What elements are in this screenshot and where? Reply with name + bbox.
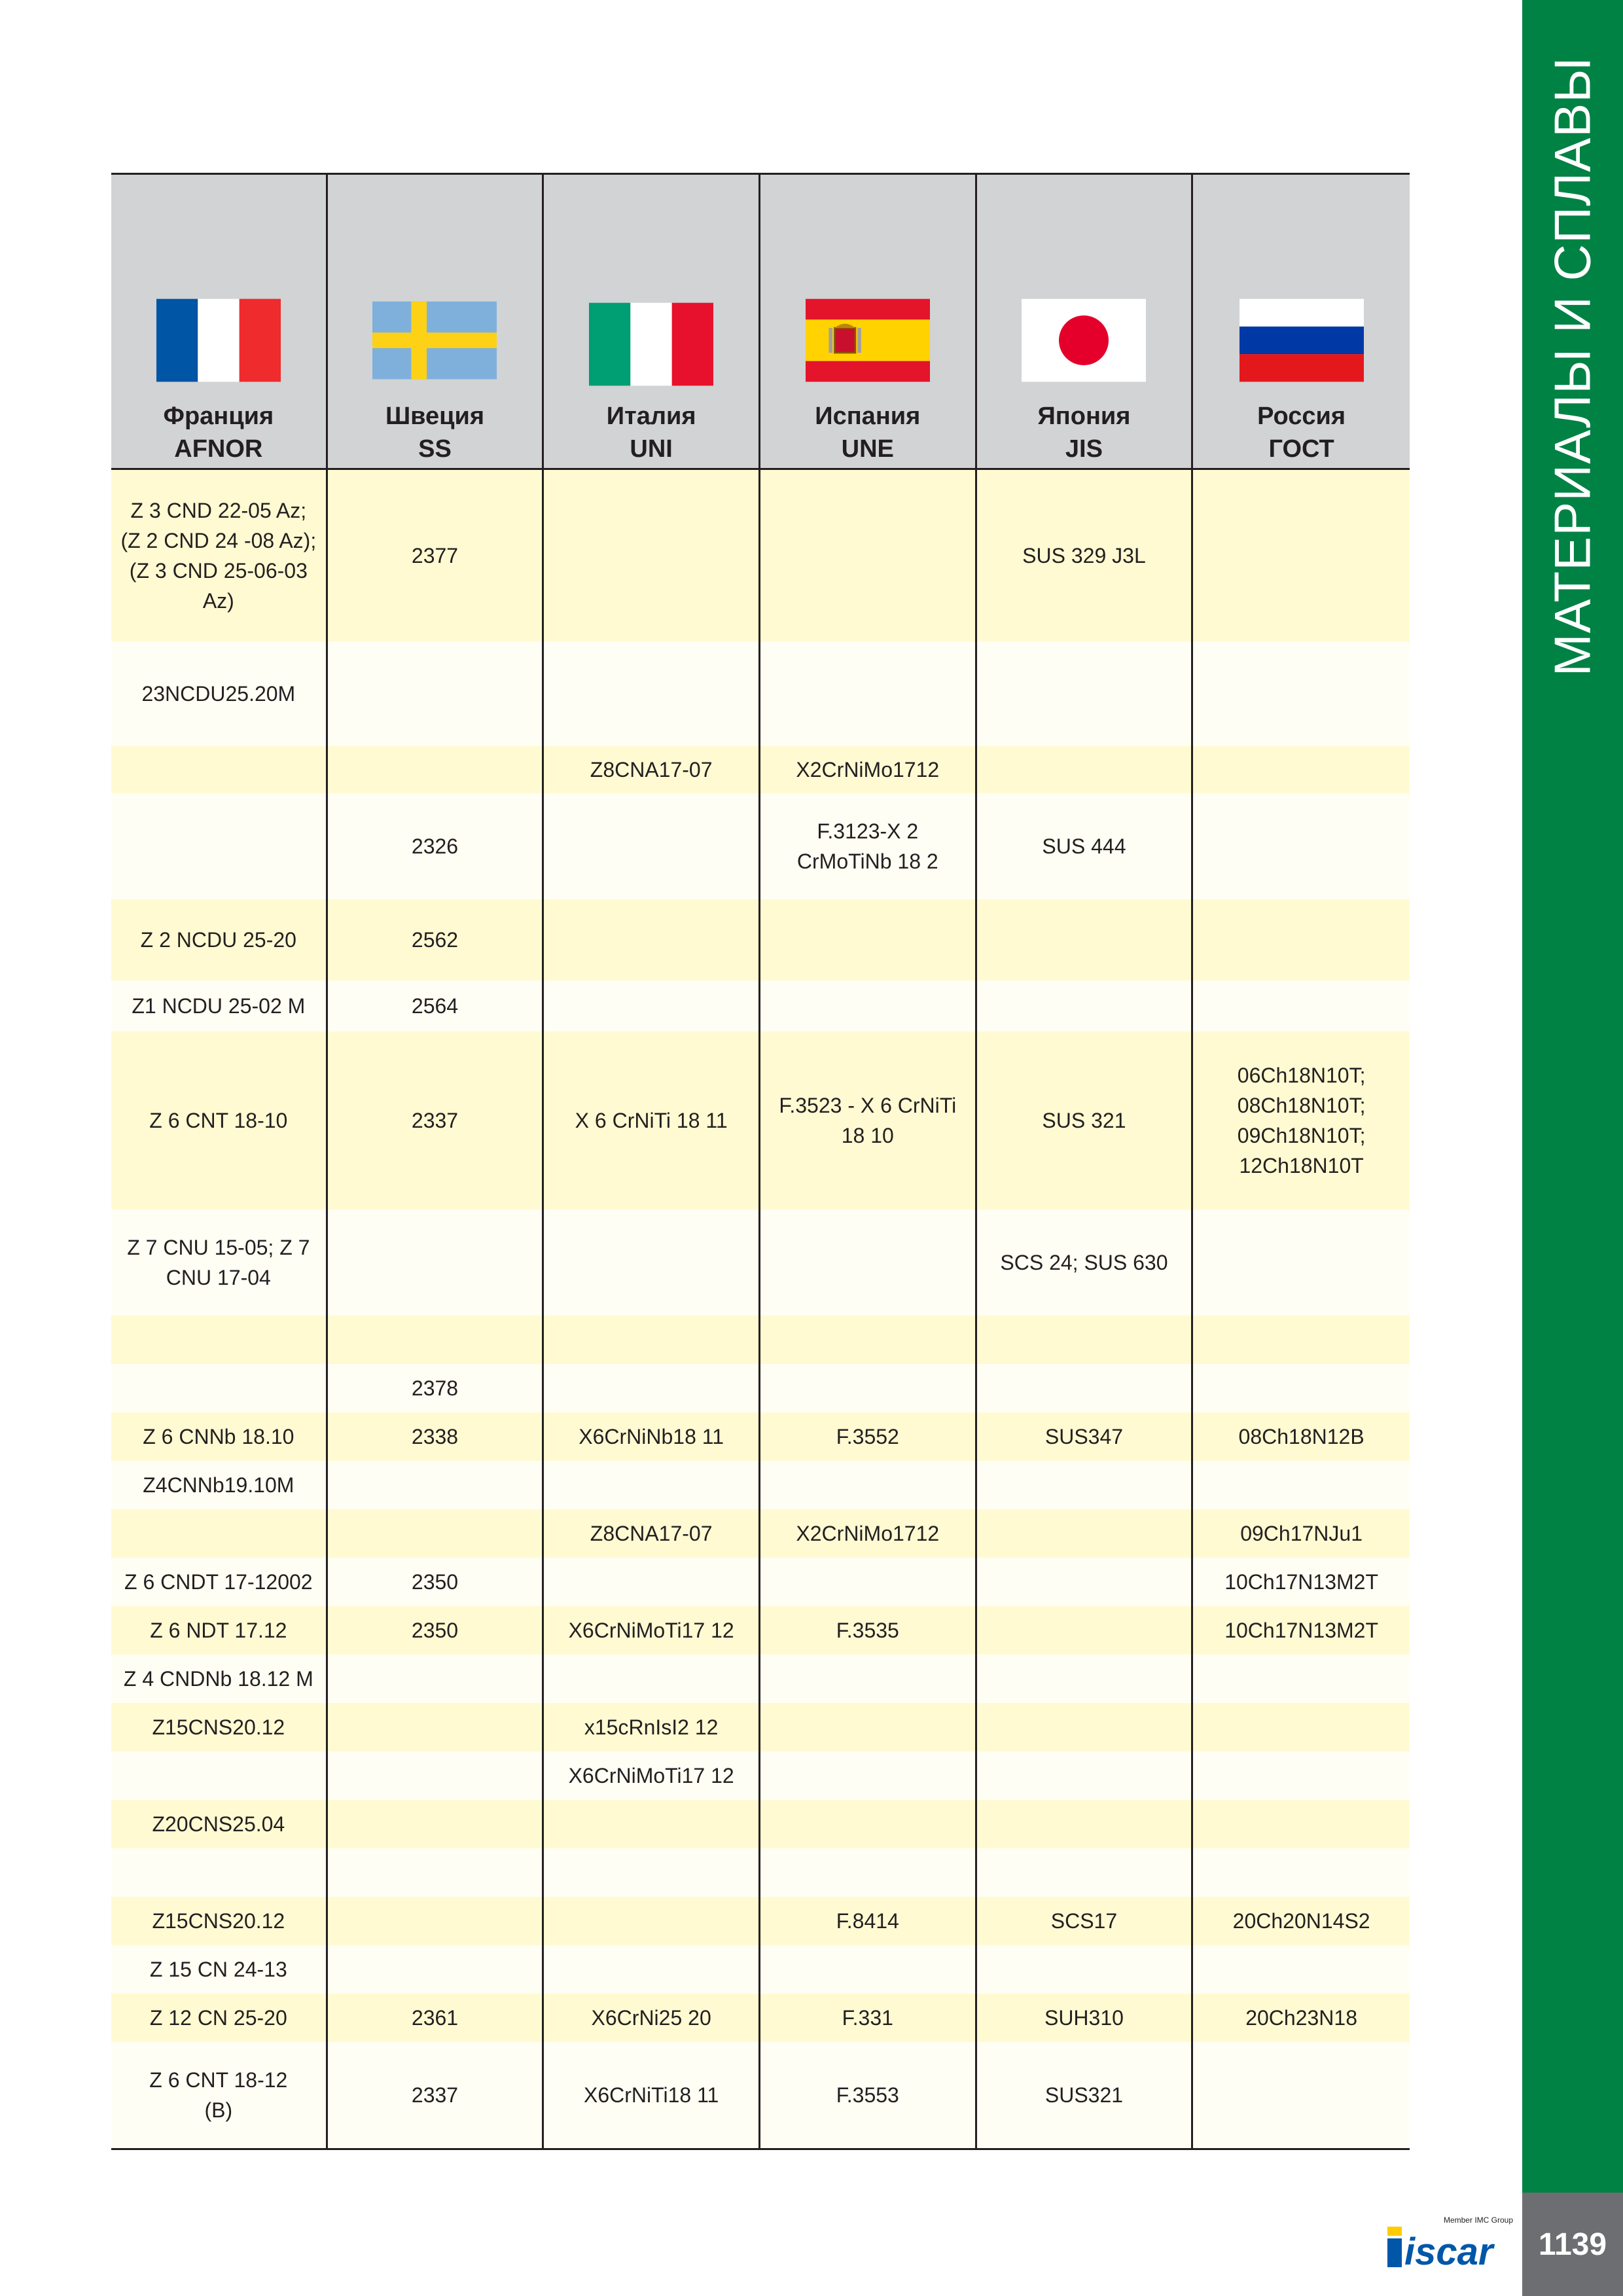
- cell-uni: [544, 470, 760, 641]
- cell-une: [760, 1316, 977, 1364]
- cell-uni: [544, 980, 760, 1031]
- cell-uni: [544, 1558, 760, 1606]
- cell-jis: [977, 1558, 1194, 1606]
- cell-une: [760, 1558, 977, 1606]
- cell-afnor: Z15CNS20.12: [111, 1897, 328, 1945]
- table-row: [111, 1461, 1410, 1509]
- cell-uni: [544, 793, 760, 899]
- cell-afnor: Z 6 CNT 18-10: [111, 1031, 328, 1210]
- cell-afnor: [111, 1316, 328, 1364]
- cell-afnor: [111, 1848, 328, 1897]
- table-row: [111, 641, 1410, 746]
- table-row: [111, 1655, 1410, 1703]
- cell-afnor: [111, 1751, 328, 1800]
- cell-gost: [1193, 1800, 1410, 1848]
- table-row: [111, 1800, 1410, 1848]
- cell-jis: [977, 1606, 1194, 1655]
- cell-afnor: Z 6 CNNb 18.10: [111, 1412, 328, 1461]
- cell-gost: [1193, 746, 1410, 793]
- japan-flag-icon: [1022, 293, 1146, 388]
- cell-jis: SUS 329 J3L: [977, 470, 1194, 641]
- cell-afnor: Z 6 NDT 17.12: [111, 1606, 328, 1655]
- cell-une: F.3553: [760, 2042, 977, 2148]
- spain-flag-icon: [806, 293, 930, 388]
- cell-uni: [544, 1897, 760, 1945]
- cell-gost: 06Ch18N10T; 08Ch18N10T; 09Ch18N10T; 12Ch18N10T: [1237, 1064, 1366, 1177]
- table-row: [111, 1897, 1410, 1945]
- cell-gost: [1193, 1316, 1410, 1364]
- cell-ss: [328, 1800, 544, 1848]
- cell-jis: [977, 899, 1194, 980]
- cell-une: X2CrNiMo1712: [760, 1509, 977, 1558]
- cell-une: F.3523 - X 6 CrNiTi 18 10: [760, 1031, 977, 1210]
- section-title: МАТЕРИАЛЫ И СПЛАВЫ: [1543, 56, 1601, 677]
- cell-ss: [328, 1461, 544, 1509]
- cell-ss: [328, 1751, 544, 1800]
- table-row: [111, 1509, 1410, 1558]
- header-spain: [760, 175, 977, 468]
- cell-jis: SUS 444: [977, 793, 1194, 899]
- cell-gost: [1193, 980, 1410, 1031]
- cell-ss: 2377: [328, 470, 544, 641]
- cell-afnor: Z1 NCDU 25-02 M: [111, 980, 328, 1031]
- header-standard: JIS: [1065, 435, 1103, 463]
- cell-gost: [1193, 793, 1410, 899]
- cell-afnor: Z 2 NCDU 25-20: [111, 899, 328, 980]
- table-row: [111, 1316, 1410, 1364]
- table-row: [111, 793, 1410, 899]
- header-japan: [977, 175, 1194, 468]
- cell-gost: 08Ch18N12B: [1238, 1425, 1364, 1448]
- cell-ss: [328, 1945, 544, 1994]
- cell-uni: x15cRnIsI2 12: [544, 1703, 760, 1751]
- cell-une: F.3123-X 2 CrMoTiNb 18 2: [760, 793, 977, 899]
- cell-gost: [1193, 1848, 1410, 1897]
- cell-ss: 2564: [328, 980, 544, 1031]
- header-standard: UNE: [841, 435, 894, 463]
- table-row: [111, 1994, 1410, 2042]
- cell-uni: Z8CNA17-07: [544, 1509, 760, 1558]
- cell-gost: [1193, 1461, 1410, 1509]
- cell-ss: 2338: [328, 1412, 544, 1461]
- cell-jis: [977, 1655, 1194, 1703]
- cell-uni: [544, 899, 760, 980]
- cell-une: [760, 1848, 977, 1897]
- cell-afnor: Z4CNNb19.10M: [111, 1461, 328, 1509]
- table-row: [111, 899, 1410, 980]
- cell-jis: SCS17: [977, 1897, 1194, 1945]
- cell-afnor: 23NCDU25.20M: [111, 641, 328, 746]
- header-russia: [1193, 175, 1410, 468]
- table-row: [111, 1412, 1410, 1461]
- cell-uni: X6CrNi25 20: [544, 1994, 760, 2042]
- cell-une: X2CrNiMo1712: [760, 746, 977, 793]
- cell-ss: 2562: [328, 899, 544, 980]
- cell-gost: [1193, 1703, 1410, 1751]
- header-country: Россия: [1257, 403, 1346, 430]
- cell-gost: [1193, 1364, 1410, 1412]
- header-country: Франция: [163, 403, 274, 430]
- header-italy: [544, 175, 760, 468]
- cell-ss: 2326: [328, 793, 544, 899]
- cell-afnor: [111, 1364, 328, 1412]
- cell-jis: [977, 1751, 1194, 1800]
- italy-flag-icon: [589, 296, 713, 392]
- cell-ss: 2361: [328, 1994, 544, 2042]
- header-standard: SS: [418, 435, 452, 463]
- cell-une: F.8414: [760, 1897, 977, 1945]
- cell-ss: 2378: [328, 1364, 544, 1412]
- cell-jis: SUS321: [977, 2042, 1194, 2148]
- cell-ss: [328, 641, 544, 746]
- cell-une: [760, 980, 977, 1031]
- cell-jis: [977, 1703, 1194, 1751]
- cell-uni: X6CrNiMoTi17 12: [544, 1606, 760, 1655]
- header-country: Италия: [606, 403, 696, 430]
- cell-jis: [977, 1461, 1194, 1509]
- cell-uni: [544, 1800, 760, 1848]
- cell-uni: [544, 1461, 760, 1509]
- table-row: [111, 2042, 1410, 2148]
- cell-uni: [544, 641, 760, 746]
- cell-gost: [1193, 1655, 1410, 1703]
- cell-jis: [977, 1509, 1194, 1558]
- cell-gost: [1193, 470, 1410, 641]
- table-row: [111, 980, 1410, 1031]
- table-header: [111, 175, 1410, 470]
- table-row: [111, 1364, 1410, 1412]
- cell-afnor: [111, 793, 328, 899]
- table-row: [111, 1558, 1410, 1606]
- table-row: [111, 1703, 1410, 1751]
- cell-jis: SUH310: [977, 1994, 1194, 2042]
- cell-uni: X 6 CrNiTi 18 11: [544, 1031, 760, 1210]
- cell-uni: X6CrNiNb18 11: [544, 1412, 760, 1461]
- logo-brand: iscar: [1404, 2231, 1493, 2271]
- cell-gost: 20Ch23N18: [1245, 2006, 1357, 2030]
- cell-uni: [544, 1364, 760, 1412]
- table-row: [111, 470, 1410, 641]
- table-row: [111, 1848, 1410, 1897]
- table-row: [111, 1210, 1410, 1316]
- cell-uni: [544, 1210, 760, 1316]
- header-country: Япония: [1037, 403, 1131, 430]
- cell-une: [760, 899, 977, 980]
- cell-une: F.331: [760, 1994, 977, 2042]
- cell-afnor: Z 15 CN 24-13: [111, 1945, 328, 1994]
- iscar-logo: [1385, 2212, 1516, 2271]
- cell-une: F.3535: [760, 1606, 977, 1655]
- header-country: Швеция: [385, 403, 485, 430]
- cell-une: [760, 470, 977, 641]
- header-standard: AFNOR: [174, 435, 263, 463]
- cell-ss: [328, 1848, 544, 1897]
- header-standard: ГОСТ: [1268, 435, 1334, 463]
- cell-ss: [328, 1316, 544, 1364]
- cell-afnor: [111, 1509, 328, 1558]
- cell-afnor: Z20CNS25.04: [111, 1800, 328, 1848]
- cell-afnor: Z 6 CNT 18-12 (B): [111, 2042, 328, 2148]
- france-flag-icon: [156, 293, 281, 388]
- cell-gost: [1193, 899, 1410, 980]
- cell-gost: [1193, 1210, 1410, 1316]
- cell-gost: [1193, 1751, 1410, 1800]
- cell-une: [760, 1655, 977, 1703]
- cell-une: [760, 1800, 977, 1848]
- cell-jis: [977, 1945, 1194, 1994]
- page-number-box: [1522, 2193, 1623, 2296]
- cell-ss: [328, 1703, 544, 1751]
- cell-ss: [328, 746, 544, 793]
- cell-une: [760, 1210, 977, 1316]
- cell-ss: [328, 1210, 544, 1316]
- cell-une: [760, 641, 977, 746]
- header-country: Испания: [815, 403, 921, 430]
- cell-gost: 09Ch17NJu1: [1240, 1522, 1363, 1545]
- cell-gost: 10Ch17N13M2T: [1224, 1570, 1378, 1594]
- cell-afnor: [111, 746, 328, 793]
- cell-ss: 2350: [328, 1558, 544, 1606]
- cell-gost: [1193, 1945, 1410, 1994]
- cell-gost: 10Ch17N13M2T: [1224, 1619, 1378, 1642]
- russia-flag-icon: [1240, 293, 1364, 388]
- table-row: [111, 746, 1410, 793]
- cell-uni: Z8CNA17-07: [544, 746, 760, 793]
- cell-gost: [1193, 641, 1410, 746]
- cell-ss: [328, 1509, 544, 1558]
- header-standard: UNI: [630, 435, 673, 463]
- cell-jis: SCS 24; SUS 630: [977, 1210, 1194, 1316]
- cell-jis: [977, 641, 1194, 746]
- cell-afnor: Z 12 CN 25-20: [111, 1994, 328, 2042]
- cell-ss: [328, 1897, 544, 1945]
- cell-jis: SUS347: [977, 1412, 1194, 1461]
- cell-jis: [977, 1800, 1194, 1848]
- cell-jis: [977, 1364, 1194, 1412]
- table-row: [111, 1606, 1410, 1655]
- cell-uni: [544, 1945, 760, 1994]
- cell-uni: [544, 1655, 760, 1703]
- cell-ss: 2350: [328, 1606, 544, 1655]
- cell-gost: 20Ch20N14S2: [1232, 1909, 1370, 1933]
- cell-uni: [544, 1316, 760, 1364]
- cell-afnor: Z 6 CNDT 17-12002: [111, 1558, 328, 1606]
- cell-ss: 2337: [328, 1031, 544, 1210]
- cell-uni: X6CrNiTi18 11: [544, 2042, 760, 2148]
- cell-afnor: Z 4 CNDNb 18.12 M: [111, 1655, 328, 1703]
- logo-tagline: Member IMC Group: [1443, 2215, 1513, 2225]
- cell-une: [760, 1945, 977, 1994]
- cell-jis: [977, 1848, 1194, 1897]
- cell-une: [760, 1703, 977, 1751]
- cell-une: [760, 1461, 977, 1509]
- header-sweden: [328, 175, 544, 468]
- table-row: [111, 1031, 1410, 1210]
- cell-afnor: Z 3 CND 22-05 Az; (Z 2 CND 24 -08 Az); (Z 3 CND 25-06-03 Az): [111, 470, 328, 641]
- cell-ss: [328, 1655, 544, 1703]
- cell-une: [760, 1364, 977, 1412]
- cell-gost: [1193, 2042, 1410, 2148]
- header-france: [111, 175, 328, 468]
- table-row: [111, 1945, 1410, 1994]
- cell-jis: [977, 1316, 1194, 1364]
- sweden-flag-icon: [372, 293, 497, 388]
- cell-jis: [977, 980, 1194, 1031]
- page-number: 1139: [1538, 2227, 1607, 2262]
- cell-afnor: Z15CNS20.12: [111, 1703, 328, 1751]
- cell-uni: [544, 1848, 760, 1897]
- cell-afnor: Z 7 CNU 15-05; Z 7 CNU 17-04: [111, 1210, 328, 1316]
- materials-table: [111, 173, 1410, 2150]
- cell-une: F.3552: [760, 1412, 977, 1461]
- cell-uni: X6CrNiMoTi17 12: [544, 1751, 760, 1800]
- cell-jis: [977, 746, 1194, 793]
- table-row: [111, 1751, 1410, 1800]
- cell-jis: SUS 321: [977, 1031, 1194, 1210]
- cell-une: [760, 1751, 977, 1800]
- cell-ss: 2337: [328, 2042, 544, 2148]
